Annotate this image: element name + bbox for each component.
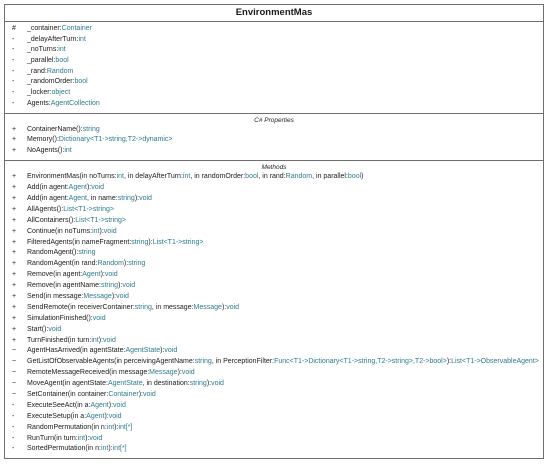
member-text: ExecuteSeeAct(in a:: [27, 401, 91, 409]
type-name: AgentState: [125, 347, 161, 355]
field-row: [5, 77, 543, 88]
method-row-signature: [27, 434, 102, 445]
member-text: ):: [177, 369, 182, 377]
member-text: ):: [108, 445, 113, 453]
method-row: [5, 270, 543, 281]
member-text: ExecuteSetup(in a:: [27, 412, 87, 420]
type-name: string: [82, 125, 100, 133]
type-name: Agent: [82, 271, 101, 279]
member-text: _parallel:: [27, 57, 56, 65]
member-text: ): [361, 173, 364, 181]
method-row-signature: [27, 444, 127, 455]
type-name: void: [89, 434, 103, 442]
member-text: Remove(in agentName:: [27, 282, 101, 290]
member-text: ):: [104, 412, 109, 420]
method-row: [5, 357, 543, 368]
type-name: Random: [97, 260, 124, 268]
method-row: [5, 248, 543, 259]
method-row-signature: [27, 205, 114, 216]
method-row: [5, 281, 543, 292]
type-name: int: [91, 336, 99, 344]
type-name: List<T1->string>: [63, 205, 114, 213]
method-row-signature: [27, 303, 239, 314]
type-name: void: [91, 184, 105, 192]
method-row-signature: [27, 172, 364, 183]
method-row-signature: [27, 346, 177, 357]
member-text: Add(in agent:: [27, 184, 69, 192]
method-row-signature: [27, 314, 106, 325]
type-name: void: [103, 227, 117, 235]
visibility-marker: +: [12, 184, 17, 192]
field-row-signature: [27, 56, 69, 67]
visibility-marker: +: [12, 260, 17, 268]
method-row-signature: [27, 390, 156, 401]
method-row: [5, 216, 543, 227]
type-name: Agent: [90, 401, 109, 409]
type-name: Message: [83, 292, 112, 300]
method-row: [5, 390, 543, 401]
method-row: [5, 183, 543, 194]
field-row: [5, 24, 543, 35]
member-text: , in parallel:: [312, 173, 348, 181]
member-text: ):: [138, 390, 143, 398]
type-name: string: [100, 282, 119, 290]
type-name: Message: [149, 369, 178, 377]
member-text: ContainerName():: [27, 125, 83, 133]
member-text: ):: [118, 282, 123, 290]
type-name: bool: [245, 173, 259, 181]
type-name: void: [139, 194, 152, 202]
method-row-signature: [27, 281, 135, 292]
member-text: _locker:: [27, 89, 52, 97]
property-row-signature: [27, 135, 173, 146]
method-row-signature: [27, 248, 95, 259]
member-text: , in message:: [151, 303, 194, 311]
member-text: , in PerceptionFilter:: [211, 358, 275, 366]
type-name: void: [108, 412, 122, 420]
type-name: AgentState: [107, 380, 143, 388]
property-row: [5, 146, 543, 157]
visibility-marker: +: [12, 194, 17, 202]
type-name: void: [103, 336, 116, 344]
field-row: [5, 99, 543, 110]
member-text: ):: [108, 401, 114, 409]
method-row-signature: [27, 379, 224, 390]
member-text: FilteredAgents(in nameFragment:: [27, 238, 132, 246]
methods-header: Methods: [261, 164, 287, 172]
field-row-signature: [27, 35, 86, 46]
member-text: , in randomOrder:: [190, 173, 246, 181]
type-name: int: [116, 173, 125, 181]
visibility-marker: +: [12, 336, 17, 344]
member-text: , in name:: [86, 194, 118, 202]
member-text: GetListOfObservableAgents(in perceivingAgentName:: [27, 358, 195, 366]
visibility-marker: -: [12, 67, 15, 75]
visibility-marker: -: [12, 89, 15, 97]
type-name: int[*]: [112, 445, 127, 453]
method-row-signature: [27, 336, 116, 347]
type-name: bool: [74, 78, 88, 86]
type-name: int: [58, 46, 66, 54]
member-text: Agents:: [27, 99, 51, 107]
visibility-marker: ~: [12, 380, 17, 388]
visibility-marker: #: [12, 25, 16, 32]
visibility-marker: +: [12, 292, 17, 300]
field-row-signature: [27, 77, 88, 88]
member-text: ):: [114, 423, 119, 431]
type-name: void: [226, 303, 240, 311]
method-row-signature: [27, 270, 118, 281]
type-name: AgentCollection: [50, 99, 100, 107]
visibility-marker: +: [12, 136, 17, 144]
method-row-signature: [27, 292, 129, 303]
method-row: [5, 303, 543, 314]
type-name: Dictionary<T1->string,T2->dynamic>: [58, 136, 173, 144]
type-name: bool: [347, 173, 362, 181]
field-row-signature: [27, 99, 100, 110]
visibility-marker: -: [12, 78, 15, 86]
class-title: EnvironmentMas: [5, 5, 543, 22]
method-row: [5, 292, 543, 303]
member-text: _randomOrder:: [27, 78, 75, 86]
type-name: Container: [61, 25, 92, 32]
member-text: _noTurns:: [27, 46, 59, 54]
field-row-signature: [27, 67, 73, 78]
method-row: [5, 444, 543, 455]
visibility-marker: -: [12, 423, 15, 431]
member-text: ):: [111, 292, 117, 300]
member-text: AgentHasArrived(in agentState:: [27, 347, 126, 355]
type-name: string: [117, 194, 135, 202]
method-row: [5, 412, 543, 423]
method-row-signature: [27, 368, 195, 379]
field-row-signature: [27, 45, 66, 56]
type-name: int: [92, 227, 100, 235]
type-name: void: [164, 347, 178, 355]
method-row: [5, 401, 543, 412]
visibility-marker: ~: [12, 369, 17, 377]
visibility-marker: -: [12, 99, 15, 107]
method-row-signature: [27, 238, 203, 249]
visibility-marker: +: [12, 238, 17, 246]
type-name: Func<T1->Dictionary<T1->string,T2->string>,T2->bool>: [274, 358, 447, 366]
member-text: _rand:: [27, 67, 47, 75]
method-row: [5, 194, 543, 205]
type-name: void: [113, 401, 126, 409]
uml-class-box: [4, 4, 544, 459]
methods-section: [5, 161, 543, 458]
member-text: Continue(in noTurns:: [27, 227, 93, 235]
method-row: [5, 423, 543, 434]
method-row-signature: [27, 259, 145, 270]
visibility-marker: +: [12, 227, 17, 235]
type-name: string: [194, 358, 212, 366]
type-name: int: [106, 423, 115, 431]
fields-section: [5, 22, 543, 114]
type-name: int: [78, 35, 86, 43]
properties-header: C# Properties: [254, 116, 294, 124]
visibility-marker: -: [12, 57, 15, 65]
type-name: int: [77, 434, 86, 442]
member-text: RandomAgent(in rand:: [27, 260, 98, 268]
type-name: string: [131, 238, 149, 246]
member-text: Start():: [27, 325, 49, 333]
method-row-signature: [27, 357, 539, 368]
method-row-signature: [27, 412, 122, 423]
visibility-marker: -: [12, 401, 15, 409]
member-text: ):: [85, 434, 90, 442]
method-row: [5, 205, 543, 216]
member-text: Memory():: [27, 136, 59, 144]
type-name: Agent: [86, 412, 105, 420]
type-name: object: [51, 89, 71, 97]
visibility-marker: +: [12, 282, 17, 290]
member-text: ):: [221, 303, 227, 311]
field-row: [5, 67, 543, 78]
member-text: TurnFinished(in turn:: [27, 336, 92, 344]
type-name: List<T1->string>: [152, 238, 204, 246]
method-row-signature: [27, 216, 126, 227]
type-name: int: [100, 445, 109, 453]
type-name: string: [78, 249, 96, 257]
member-text: SetContainer(in container:: [27, 390, 109, 398]
member-text: ):: [86, 184, 92, 192]
member-text: RandomPermutation(in n:: [27, 423, 107, 431]
type-name: Agent: [68, 184, 87, 192]
member-text: RunTurn(in turn:: [27, 434, 78, 442]
field-row-signature: [27, 88, 70, 99]
properties-section: [5, 114, 543, 162]
visibility-marker: -: [12, 35, 15, 43]
visibility-marker: +: [12, 216, 17, 224]
member-text: SortedPermutation(in n:: [27, 445, 101, 453]
member-text: SendRemote(in receiverContainer:: [27, 303, 135, 311]
type-name: void: [92, 314, 106, 322]
method-row-signature: [27, 183, 104, 194]
visibility-marker: +: [12, 125, 17, 133]
visibility-marker: -: [12, 434, 15, 442]
method-row: [5, 325, 543, 336]
type-name: int: [182, 173, 191, 181]
type-name: void: [142, 390, 156, 398]
member-text: AllAgents():: [27, 205, 64, 213]
member-text: ):: [98, 336, 104, 344]
member-text: NoAgents():: [27, 147, 65, 155]
visibility-marker: +: [12, 205, 17, 213]
member-text: ):: [446, 358, 452, 366]
visibility-marker: ~: [12, 347, 17, 355]
type-name: void: [181, 369, 195, 377]
method-row-signature: [27, 227, 117, 238]
type-name: Random: [285, 173, 313, 181]
visibility-marker: -: [12, 412, 15, 420]
member-text: ):: [134, 194, 140, 202]
visibility-marker: +: [12, 303, 17, 311]
field-row: [5, 88, 543, 99]
type-name: void: [211, 380, 224, 388]
type-name: void: [48, 325, 62, 333]
method-row: [5, 434, 543, 445]
method-row-signature: [27, 401, 126, 412]
type-name: List<T1->string>: [75, 216, 127, 224]
property-row-signature: [27, 146, 72, 157]
member-text: , in rand:: [258, 173, 286, 181]
member-text: Add(in agent:: [27, 194, 69, 202]
property-row-signature: [27, 125, 100, 136]
type-name: string: [134, 303, 152, 311]
member-text: ):: [160, 347, 165, 355]
member-text: _delayAfterTurn:: [27, 35, 79, 43]
type-name: void: [116, 292, 129, 300]
visibility-marker: +: [12, 173, 17, 181]
visibility-marker: -: [12, 46, 15, 54]
type-name: void: [104, 271, 118, 279]
member-text: Send(in message:: [27, 292, 84, 300]
method-row: [5, 172, 543, 183]
method-row: [5, 346, 543, 357]
member-text: Remove(in agent:: [27, 271, 83, 279]
method-row: [5, 314, 543, 325]
member-text: _container:: [27, 25, 62, 32]
visibility-marker: +: [12, 249, 17, 257]
property-row: [5, 125, 543, 136]
method-row: [5, 336, 543, 347]
method-row-signature: [27, 423, 132, 434]
visibility-marker: +: [12, 271, 17, 279]
method-row: [5, 368, 543, 379]
type-name: List<T1->ObservableAgent>: [451, 358, 539, 366]
field-row: [5, 56, 543, 67]
member-text: ):: [148, 238, 153, 246]
visibility-marker: ~: [12, 358, 17, 366]
member-text: AllContainers():: [27, 216, 76, 224]
type-name: void: [122, 282, 136, 290]
type-name: string: [128, 260, 146, 268]
visibility-marker: +: [12, 147, 17, 155]
member-text: , in delayAfterTurn:: [124, 173, 183, 181]
method-row: [5, 259, 543, 270]
method-row-signature: [27, 325, 61, 336]
type-name: int: [64, 147, 72, 155]
field-row: [5, 45, 543, 56]
member-text: RandomAgent():: [27, 249, 79, 257]
method-row: [5, 238, 543, 249]
member-text: EnvironmentMas(in noTurns:: [27, 173, 117, 181]
member-text: MoveAgent(in agentState:: [27, 380, 108, 388]
visibility-marker: +: [12, 325, 17, 333]
visibility-marker: +: [12, 314, 17, 322]
type-name: bool: [55, 57, 69, 65]
field-row: [5, 35, 543, 46]
field-row-signature: [27, 24, 92, 35]
member-text: RemoteMessageReceived(in message:: [27, 369, 150, 377]
member-text: ):: [206, 380, 212, 388]
type-name: Container: [108, 390, 139, 398]
type-name: int[*]: [118, 423, 133, 431]
type-name: string: [189, 380, 207, 388]
member-text: , in destination:: [142, 380, 190, 388]
method-row-signature: [27, 194, 152, 205]
method-row: [5, 227, 543, 238]
type-name: Agent: [68, 194, 87, 202]
member-text: SimulationFinished():: [27, 314, 93, 322]
member-text: ):: [123, 260, 129, 268]
property-row: [5, 135, 543, 146]
type-name: Message: [193, 303, 222, 311]
visibility-marker: -: [12, 445, 15, 453]
member-text: ):: [99, 227, 104, 235]
method-row: [5, 379, 543, 390]
type-name: Random: [46, 67, 74, 75]
visibility-marker: ~: [12, 390, 17, 398]
member-text: ):: [100, 271, 105, 279]
